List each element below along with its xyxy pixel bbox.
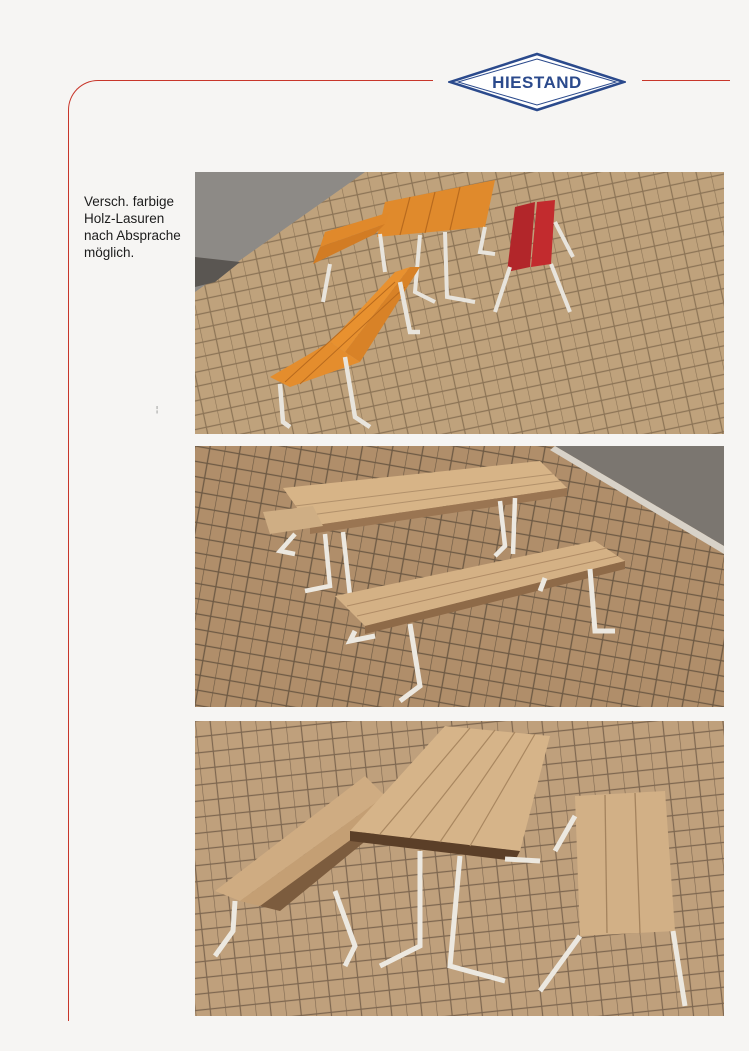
hiestand-logo xyxy=(448,52,626,112)
caption-line: möglich. xyxy=(84,245,135,260)
caption-line: Versch. farbige xyxy=(84,194,175,209)
red-rule-right xyxy=(642,80,730,81)
photo-colored-benches xyxy=(195,172,724,434)
caption-line: Holz-Lasuren xyxy=(84,211,165,226)
photo-natural-table xyxy=(195,446,724,707)
photo-table-top-view xyxy=(195,721,724,1016)
caption-text xyxy=(84,193,196,261)
svg-text:HIESTAND: HIESTAND xyxy=(492,73,582,92)
caption-line: nach Absprache xyxy=(84,228,181,243)
print-speck: ¦ xyxy=(156,405,159,414)
